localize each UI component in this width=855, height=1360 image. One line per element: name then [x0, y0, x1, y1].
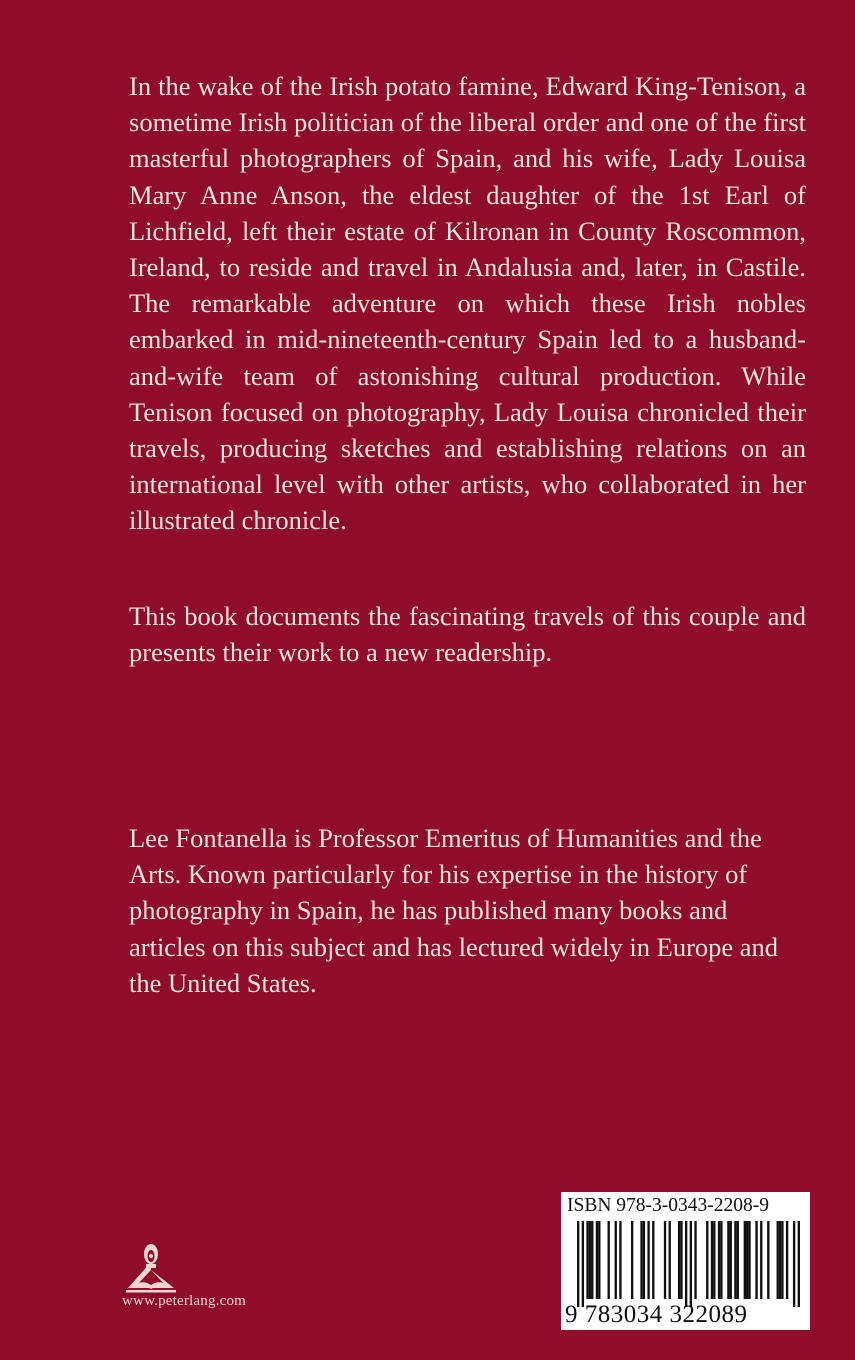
barcode-bar: [640, 1221, 642, 1299]
barcode-bar: [694, 1221, 696, 1299]
barcode-bar: [744, 1221, 746, 1299]
description-paragraph: In the wake of the Irish potato famine, Edward King-Tenison, a sometime Irish politician of the liberal order and one of the first masterful photographers of Spain, and his wife, Lady Louisa Mary Anne Anson, the eldest daughter of the 1st Earl of Lichfield, left their estate of Kilronan in County Roscommon, Ireland, to reside and travel in Andalusia and, later, in Castile. The remarkable adventure on which these Irish nobles embarked in mid-nineteenth-century Spain led to a husband-and-wife team of astonishing cultural production. While Tenison focused on photography, Lady Louisa chronicled their travels, producing sketches and establishing relations on an international level with other artists, who collaborated in her illustrated chronicle.: [129, 71, 806, 536]
barcode-bar: [746, 1221, 748, 1299]
barcode-bar: [685, 1221, 687, 1307]
barcode-bar: [608, 1221, 610, 1299]
barcode-bar: [779, 1221, 781, 1299]
barcode-bar: [793, 1221, 795, 1307]
barcode-bar: [706, 1221, 708, 1299]
barcode-bar: [596, 1221, 598, 1299]
summary-paragraph: This book documents the fascinating travels of this couple and presents their work to a new readership.: [129, 601, 806, 668]
author-bio: Lee Fontanella is Professor Emeritus of Humanities and the Arts. Known particularly for his expertise in the history of photography in Spain, he has published many books and articles on this subject and has lectured widely in Europe and the United States.: [129, 823, 779, 998]
barcode-bar: [720, 1221, 722, 1299]
barcode-bar: [589, 1221, 591, 1299]
barcode-bar: [748, 1221, 750, 1299]
barcode-bar: [767, 1221, 769, 1299]
barcode-bar: [690, 1221, 692, 1307]
barcode-bar: [647, 1221, 649, 1299]
barcode-bar: [718, 1221, 720, 1299]
barcode-bars: [577, 1221, 800, 1307]
barcode-bar: [678, 1221, 680, 1299]
barcode-bar: [643, 1221, 645, 1299]
barcode-bar: [664, 1221, 666, 1299]
barcode-bar: [631, 1221, 633, 1299]
barcode-bar: [798, 1221, 800, 1307]
isbn-barcode: [561, 1192, 810, 1330]
publisher-url: www.peterlang.com: [122, 1293, 247, 1309]
barcode-bar: [598, 1221, 600, 1299]
barcode-bar: [591, 1221, 593, 1299]
barcode-bar: [786, 1221, 788, 1299]
barcode-bar: [781, 1221, 783, 1299]
barcode-bar: [737, 1221, 739, 1299]
barcode-bar: [680, 1221, 682, 1299]
barcode-bar: [755, 1221, 757, 1299]
isbn-label: ISBN 978-3-0343-2208-9: [567, 1195, 770, 1216]
barcode-bar: [713, 1221, 715, 1299]
barcode-bar: [727, 1221, 729, 1299]
barcode-digits: 9 783034 322089: [565, 1301, 748, 1328]
barcode-bar: [586, 1221, 588, 1299]
barcode-bar: [652, 1221, 654, 1299]
barcode-bar: [760, 1221, 762, 1299]
barcode-bar: [615, 1221, 617, 1299]
barcode-bar: [669, 1221, 671, 1299]
barcode-bar: [734, 1221, 736, 1299]
barcode-bar: [582, 1221, 584, 1307]
barcode-bar: [711, 1221, 713, 1299]
barcode-bar: [730, 1221, 732, 1299]
barcode-bar: [577, 1221, 579, 1307]
barcode-bar: [777, 1221, 779, 1299]
barcode-bar: [619, 1221, 621, 1299]
